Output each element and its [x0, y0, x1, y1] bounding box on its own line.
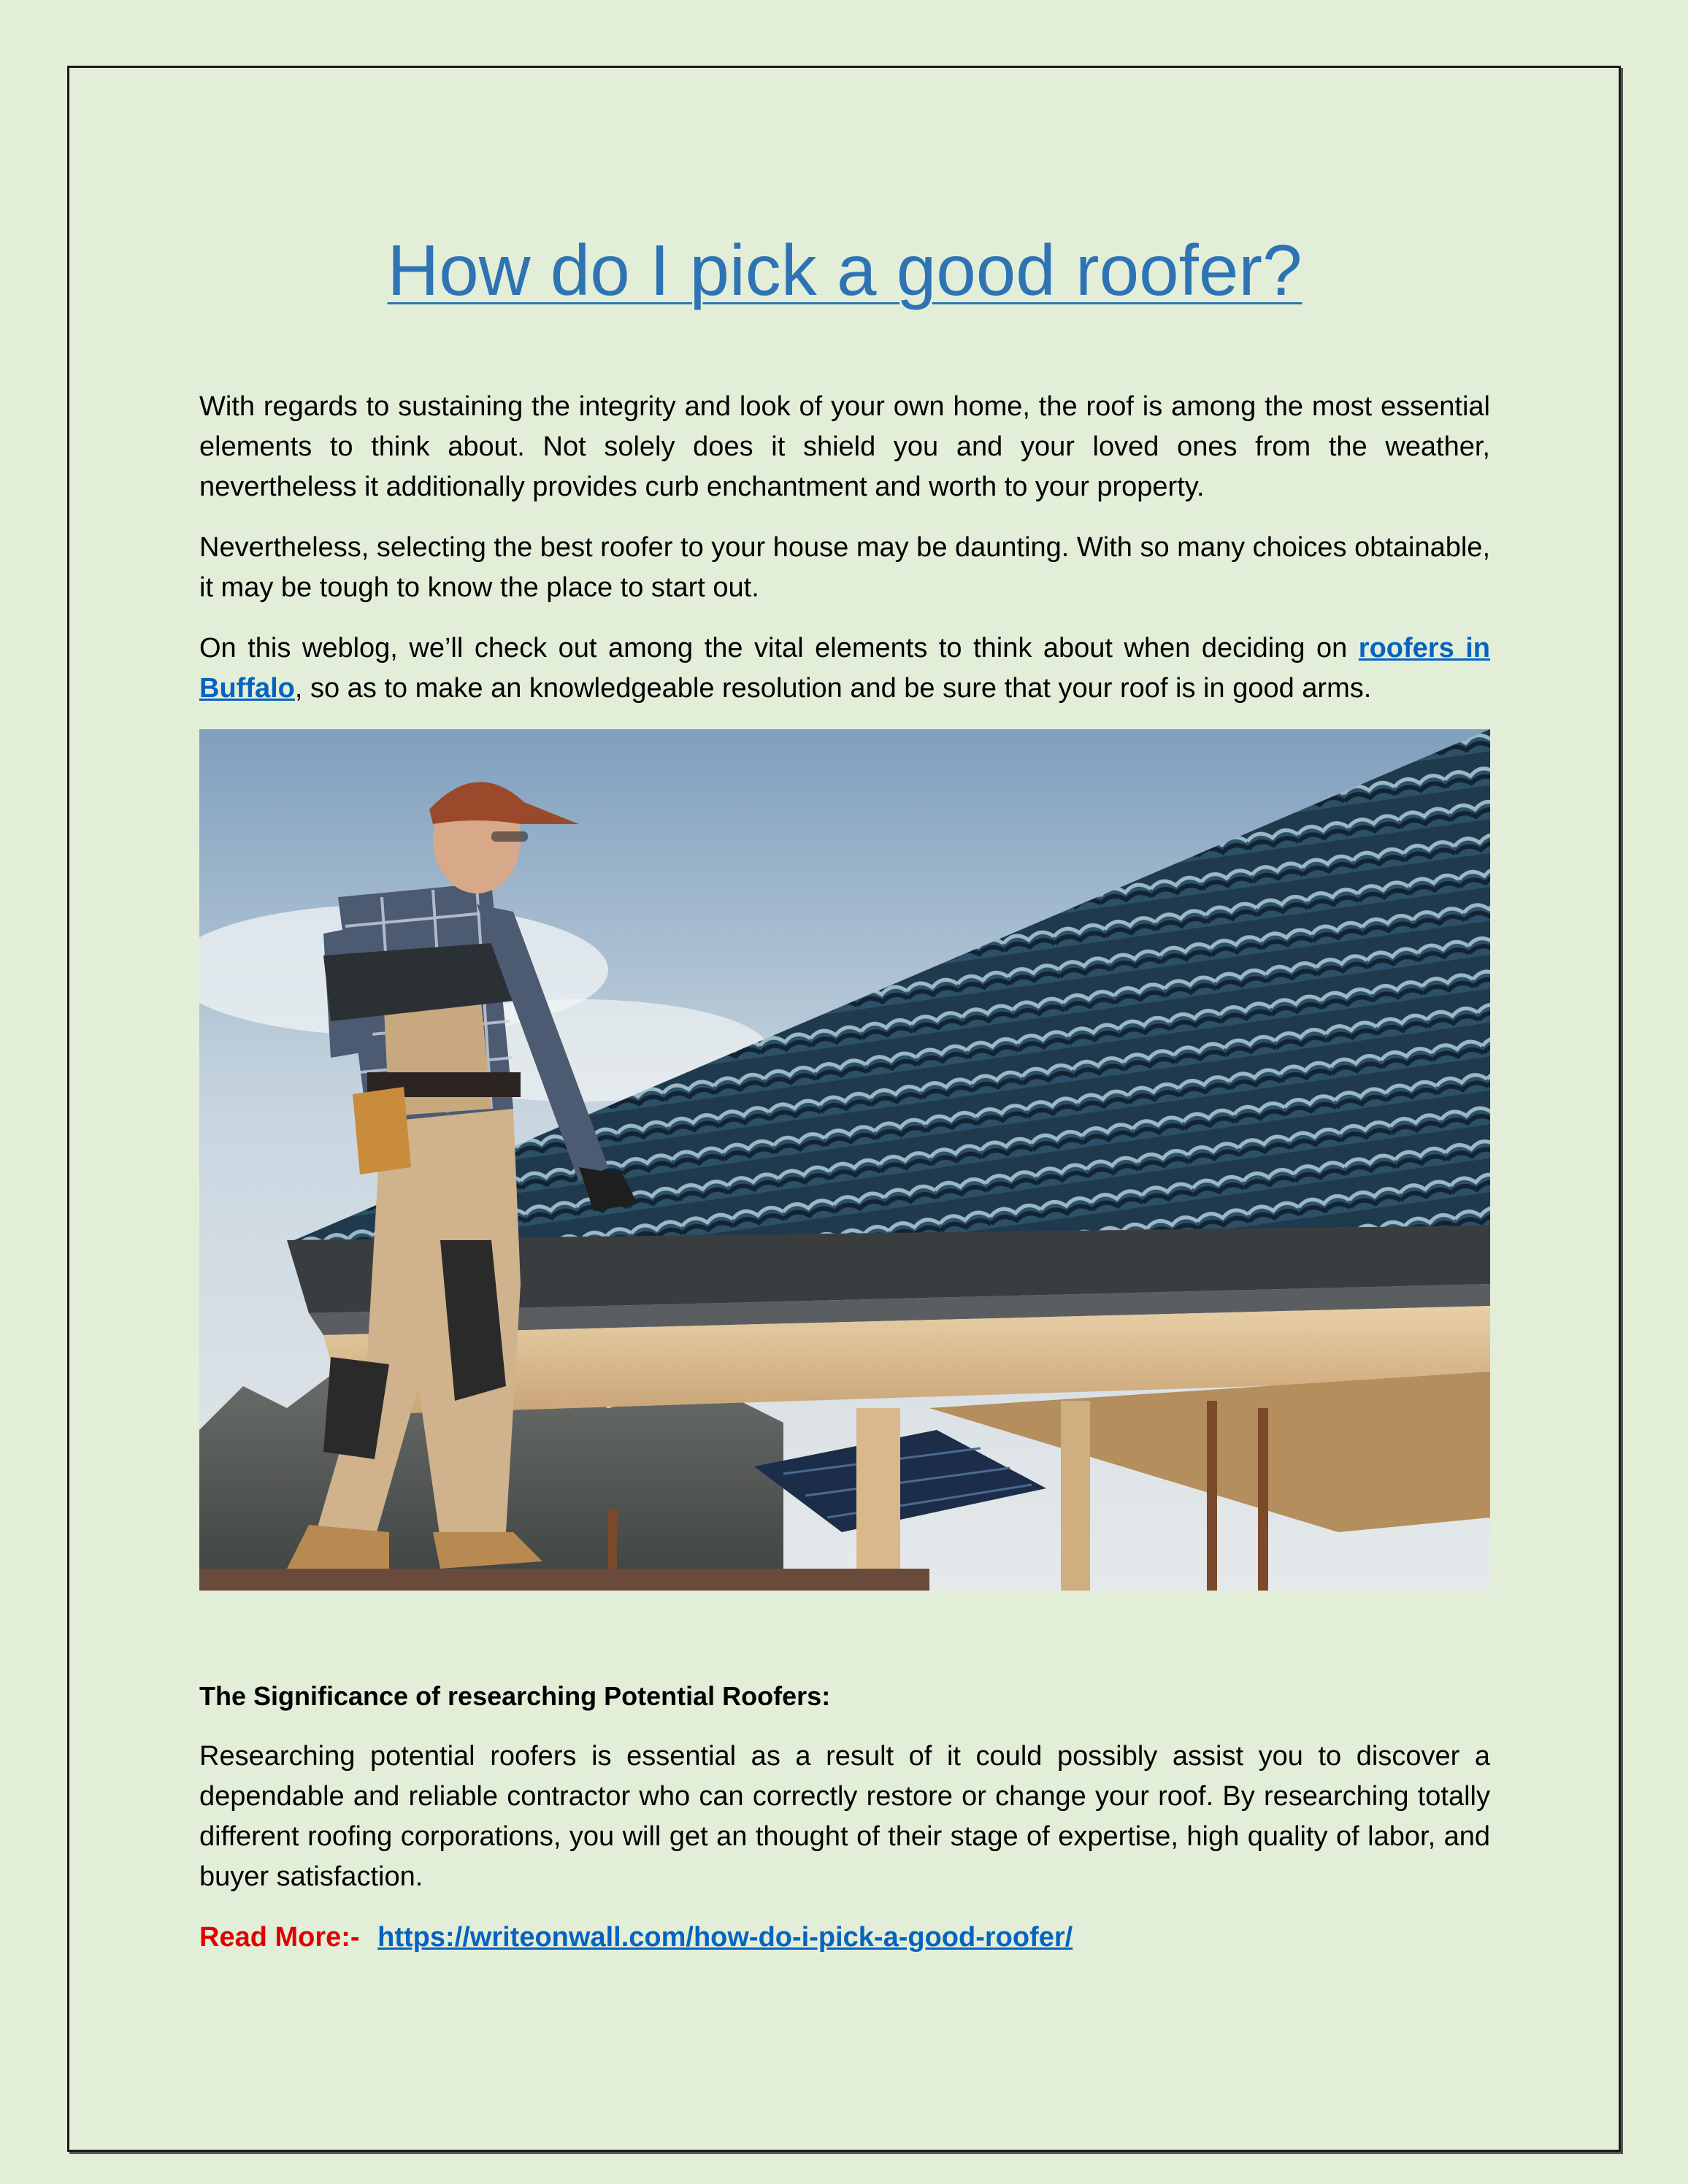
section-heading: The Significance of researching Potential Roofers:: [199, 1681, 831, 1711]
title-link[interactable]: How do I pick a good roofer?: [387, 230, 1303, 310]
intro-paragraph-3: [199, 628, 1490, 709]
roofers-in-buffalo-link[interactable]: roofers in Buffalo: [199, 633, 1491, 704]
document-body: [199, 226, 1490, 1958]
read-more-label: Read More:-: [199, 1922, 360, 1953]
paragraph-text: On this weblog, we’ll check out among the vital elements to think about when deciding on: [199, 633, 1359, 664]
read-more-link[interactable]: https://writeonwall.com/how-do-i-pick-a-good-roofer/: [377, 1922, 1073, 1953]
document-title: [199, 226, 1490, 314]
section-paragraph: Researching potential roofers is essential as a result of it could possibly assist you to discover a dependable and reliable contractor who can correctly restore or change your roof. By researching totally different roofing corporations, you will get an thought of their stage of expertise, high quality of labor, and buyer satisfaction.: [199, 1741, 1490, 1892]
paragraph-text: , so as to make an knowledgeable resolution and be sure that your roof is in good arms.: [294, 673, 1372, 704]
intro-paragraph-1: With regards to sustaining the integrity and look of your own home, the roof is among the most essential elements to think about. Not solely does it shield you and your loved ones from the weather, nevertheless it additionally provides curb enchantment and worth to your property.: [199, 391, 1490, 502]
read-more-line: [199, 1918, 1490, 1958]
intro-paragraph-2: Nevertheless, selecting the best roofer to your house may be daunting. With so many choices obtainable, it may be tough to know the place to start out.: [199, 532, 1490, 603]
roofer-photo: [199, 729, 1490, 1591]
